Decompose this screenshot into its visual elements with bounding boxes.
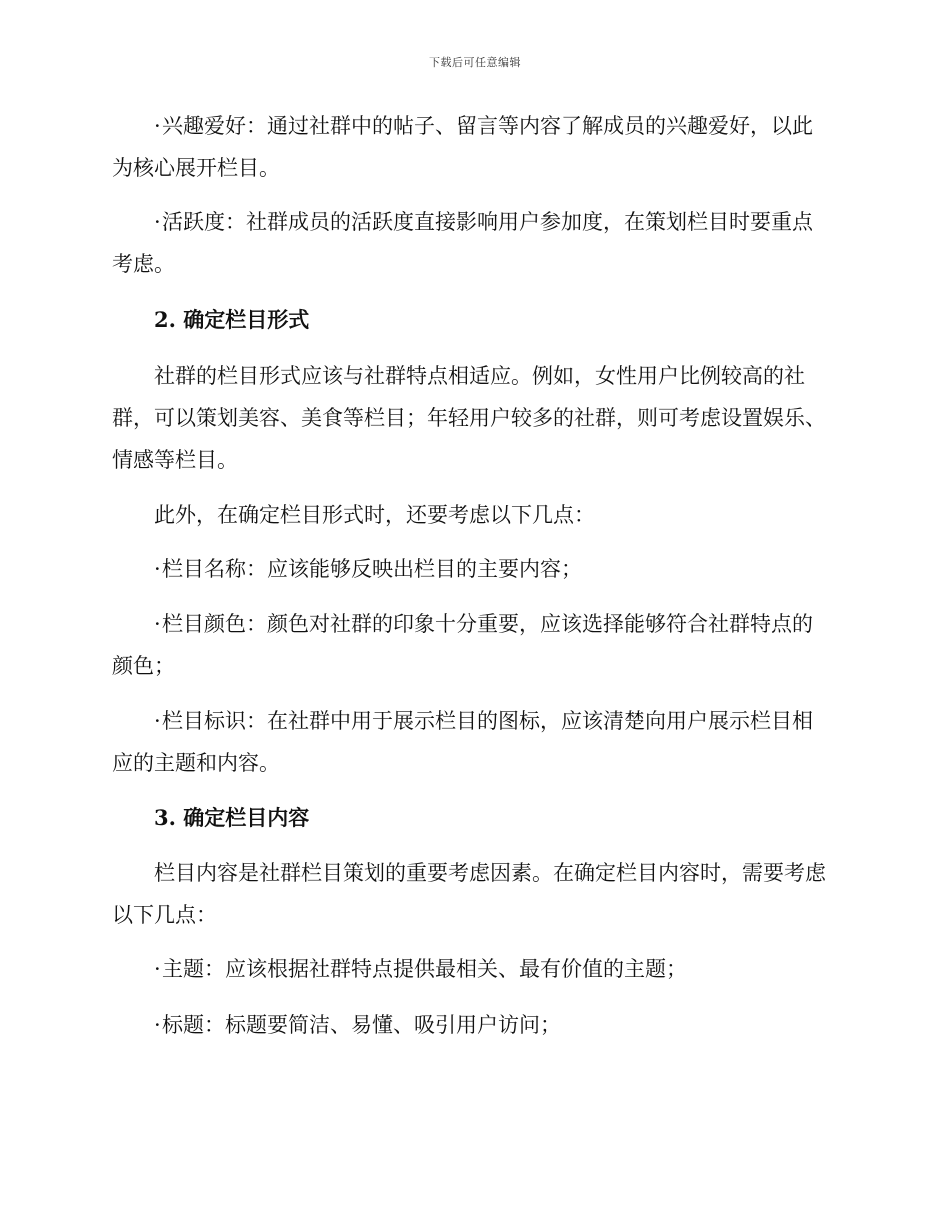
paragraph-text: 栏目名称：应该能够反映出栏目的主要内容； <box>162 557 582 581</box>
page-header-note: 下载后可任意编辑 <box>429 56 521 69</box>
bullet-paragraph <box>112 548 832 590</box>
bullet-marker: · <box>154 114 161 138</box>
bullet-paragraph <box>112 948 832 990</box>
paragraph-text: 活跃度：社群成员的活跃度直接影响用户参加度，在策划栏目时要重点考虑。 <box>112 210 813 276</box>
bullet-marker: · <box>154 557 161 581</box>
bullet-paragraph <box>112 201 832 285</box>
paragraph-text: 主题：应该根据社群特点提供最相关、最有价值的主题； <box>162 957 687 981</box>
paragraph-text: 兴趣爱好：通过社群中的帖子、留言等内容了解成员的兴趣爱好，以此为核心展开栏目。 <box>112 114 813 180</box>
paragraph-text: 栏目颜色：颜色对社群的印象十分重要，应该选择能够符合社群特点的颜色； <box>112 612 813 678</box>
section-heading: 3. 确定栏目内容 <box>154 805 310 830</box>
section-heading: 2. 确定栏目形式 <box>154 307 310 332</box>
body-paragraph: 栏目内容是社群栏目策划的重要考虑因素。在确定栏目内容时，需要考虑以下几点： <box>112 861 826 927</box>
body-paragraph: 社群的栏目形式应该与社群特点相适应。例如，女性用户比例较高的社群，可以策划美容、美食等栏目；年轻用户较多的社群，则可考虑设置娱乐、情感等栏目。 <box>112 364 826 472</box>
bullet-marker: · <box>154 957 161 981</box>
bullet-marker: · <box>154 1013 161 1037</box>
bullet-marker: · <box>154 612 161 636</box>
bullet-paragraph <box>112 700 832 784</box>
bullet-paragraph <box>112 105 832 189</box>
bullet-marker: · <box>154 709 161 733</box>
paragraph-text: 栏目标识：在社群中用于展示栏目的图标，应该清楚向用户展示栏目相应的主题和内容。 <box>112 709 813 775</box>
body-paragraph: 此外，在确定栏目形式时，还要考虑以下几点： <box>154 503 595 527</box>
bullet-marker: · <box>154 210 161 234</box>
bullet-paragraph <box>112 1004 832 1046</box>
paragraph-text: 标题：标题要简洁、易懂、吸引用户访问； <box>162 1013 561 1037</box>
bullet-paragraph <box>112 603 832 687</box>
